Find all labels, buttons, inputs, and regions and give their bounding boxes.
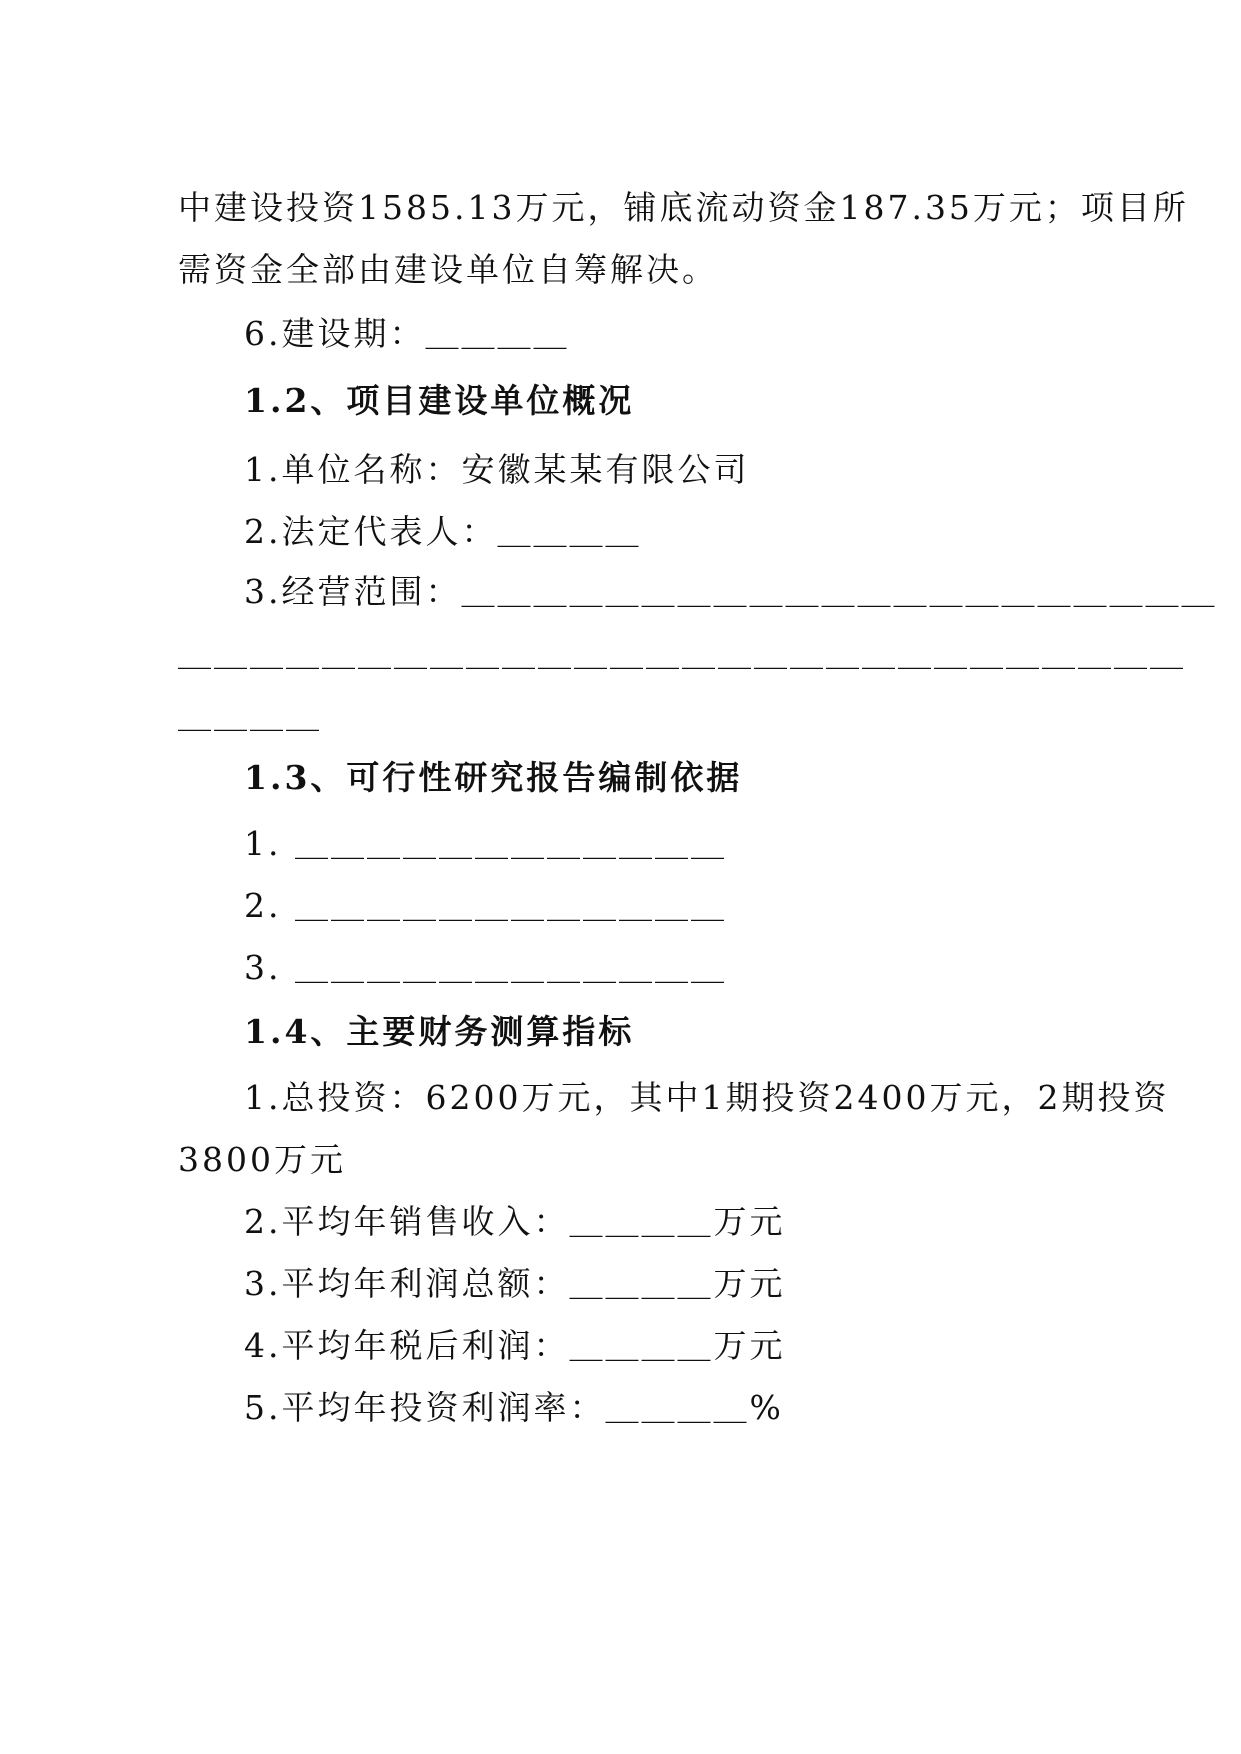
intro-line-1: 中建设投资1585.13万元，铺底流动资金187.35万元；项目所	[178, 188, 1189, 227]
basis-item-1: 1. ＿＿＿＿＿＿＿＿＿＿＿＿	[244, 824, 727, 863]
business-scope-line-1: 3.经营范围：＿＿＿＿＿＿＿＿＿＿＿＿＿＿＿＿＿＿＿＿＿	[244, 572, 1218, 611]
avg-annual-profit-total: 3.平均年利润总额：＿＿＿＿万元	[244, 1264, 786, 1303]
legal-representative: 2.法定代表人：＿＿＿＿	[244, 512, 642, 551]
total-investment-line-1: 1.总投资：6200万元，其中1期投资2400万元，2期投资	[244, 1078, 1170, 1117]
basis-item-2: 2. ＿＿＿＿＿＿＿＿＿＿＿＿	[244, 886, 727, 925]
basis-item-3: 3. ＿＿＿＿＿＿＿＿＿＿＿＿	[244, 948, 727, 987]
business-scope-line-2: ＿＿＿＿＿＿＿＿＿＿＿＿＿＿＿＿＿＿＿＿＿＿＿＿＿＿＿＿	[178, 634, 1186, 673]
business-scope-line-3: ＿＿＿＿	[178, 696, 322, 735]
unit-name: 1.单位名称：安徽某某有限公司	[244, 450, 750, 489]
avg-annual-roi: 5.平均年投资利润率：＿＿＿＿%	[244, 1388, 784, 1427]
construction-period: 6.建设期：＿＿＿＿	[244, 314, 570, 353]
avg-annual-sales: 2.平均年销售收入：＿＿＿＿万元	[244, 1202, 786, 1241]
total-investment-line-2: 3800万元	[178, 1140, 346, 1179]
intro-line-2: 需资金全部由建设单位自筹解决。	[178, 250, 718, 289]
section-heading-1-3: 1.3、可行性研究报告编制依据	[244, 758, 743, 797]
section-heading-1-2: 1.2、项目建设单位概况	[244, 381, 635, 420]
section-heading-1-4: 1.4、主要财务测算指标	[244, 1012, 635, 1051]
avg-annual-after-tax-profit: 4.平均年税后利润：＿＿＿＿万元	[244, 1326, 786, 1365]
